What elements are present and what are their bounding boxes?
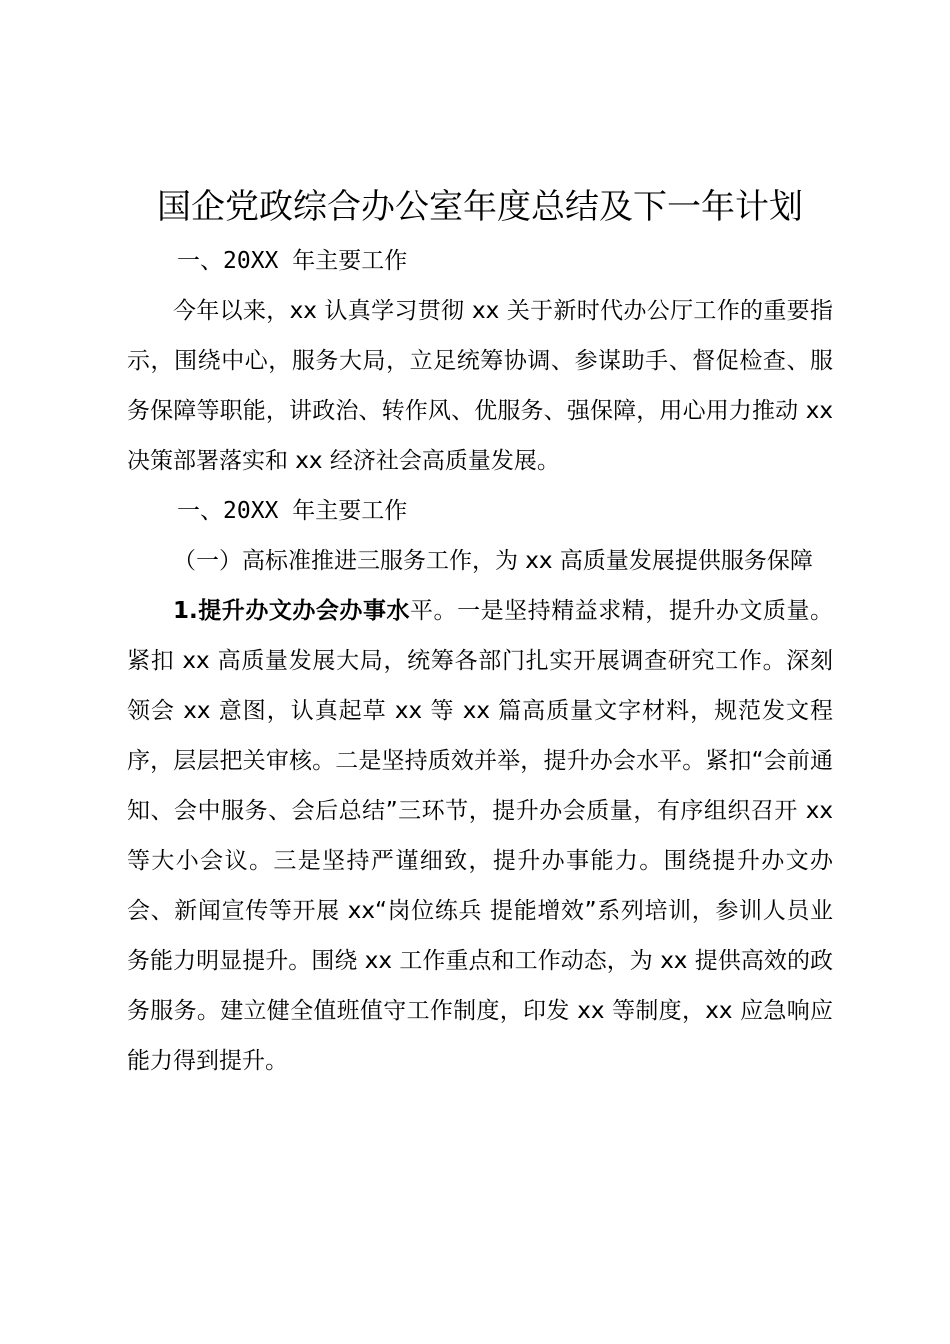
item-lead: 1.提升办文办会办事水: [173, 598, 411, 624]
section-heading-repeat: 一、20XX 年主要工作: [177, 498, 408, 524]
document-page: [127, 178, 833, 1086]
section-heading: 一、20XX 年主要工作: [177, 248, 408, 274]
intro-paragraph: 今年以来，xx 认真学习贯彻 xx 关于新时代办公厅工作的重要指示，围绕中心，服务大局，立足统筹协调、参谋助手、督促检查、服务保障等职能，讲政治、转作风、优服务、强保障，用心用力推动 xx 决策部署落实和 xx 经济社会高质量发展。: [127, 298, 833, 474]
item-body: 平。一是坚持精益求精，提升办文质量。紧扣 xx 高质量发展大局，统筹各部门扎实开展调查研究工作。深刻领会 xx 意图，认真起草 xx 等 xx 篇高质量文字材料，规范发文程序，层层把关审核。二是坚持质效并举，提升办会水平。紧扣“会前通知、会中服务、会后总结”三环节，提升办会质量，有序组织召开 xx 等大小会议。三是坚持严谨细致，提升办事能力。围绕提升办文办会、新闻宣传等开展 xx“岗位练兵 提能增效”系列培训，参训人员业务能力明显提升。围绕 xx 工作重点和工作动态，为 xx 提供高效的政务服务。建立健全值班值守工作制度，印发 xx 等制度，xx 应急响应能力得到提升。: [127, 598, 834, 1074]
item-paragraph: [127, 586, 833, 1086]
document-title: 国企党政综合办公室年度总结及下一年计划: [157, 187, 803, 227]
subsection-heading: （一）高标准推进三服务工作，为 xx 高质量发展提供服务保障: [173, 548, 813, 574]
